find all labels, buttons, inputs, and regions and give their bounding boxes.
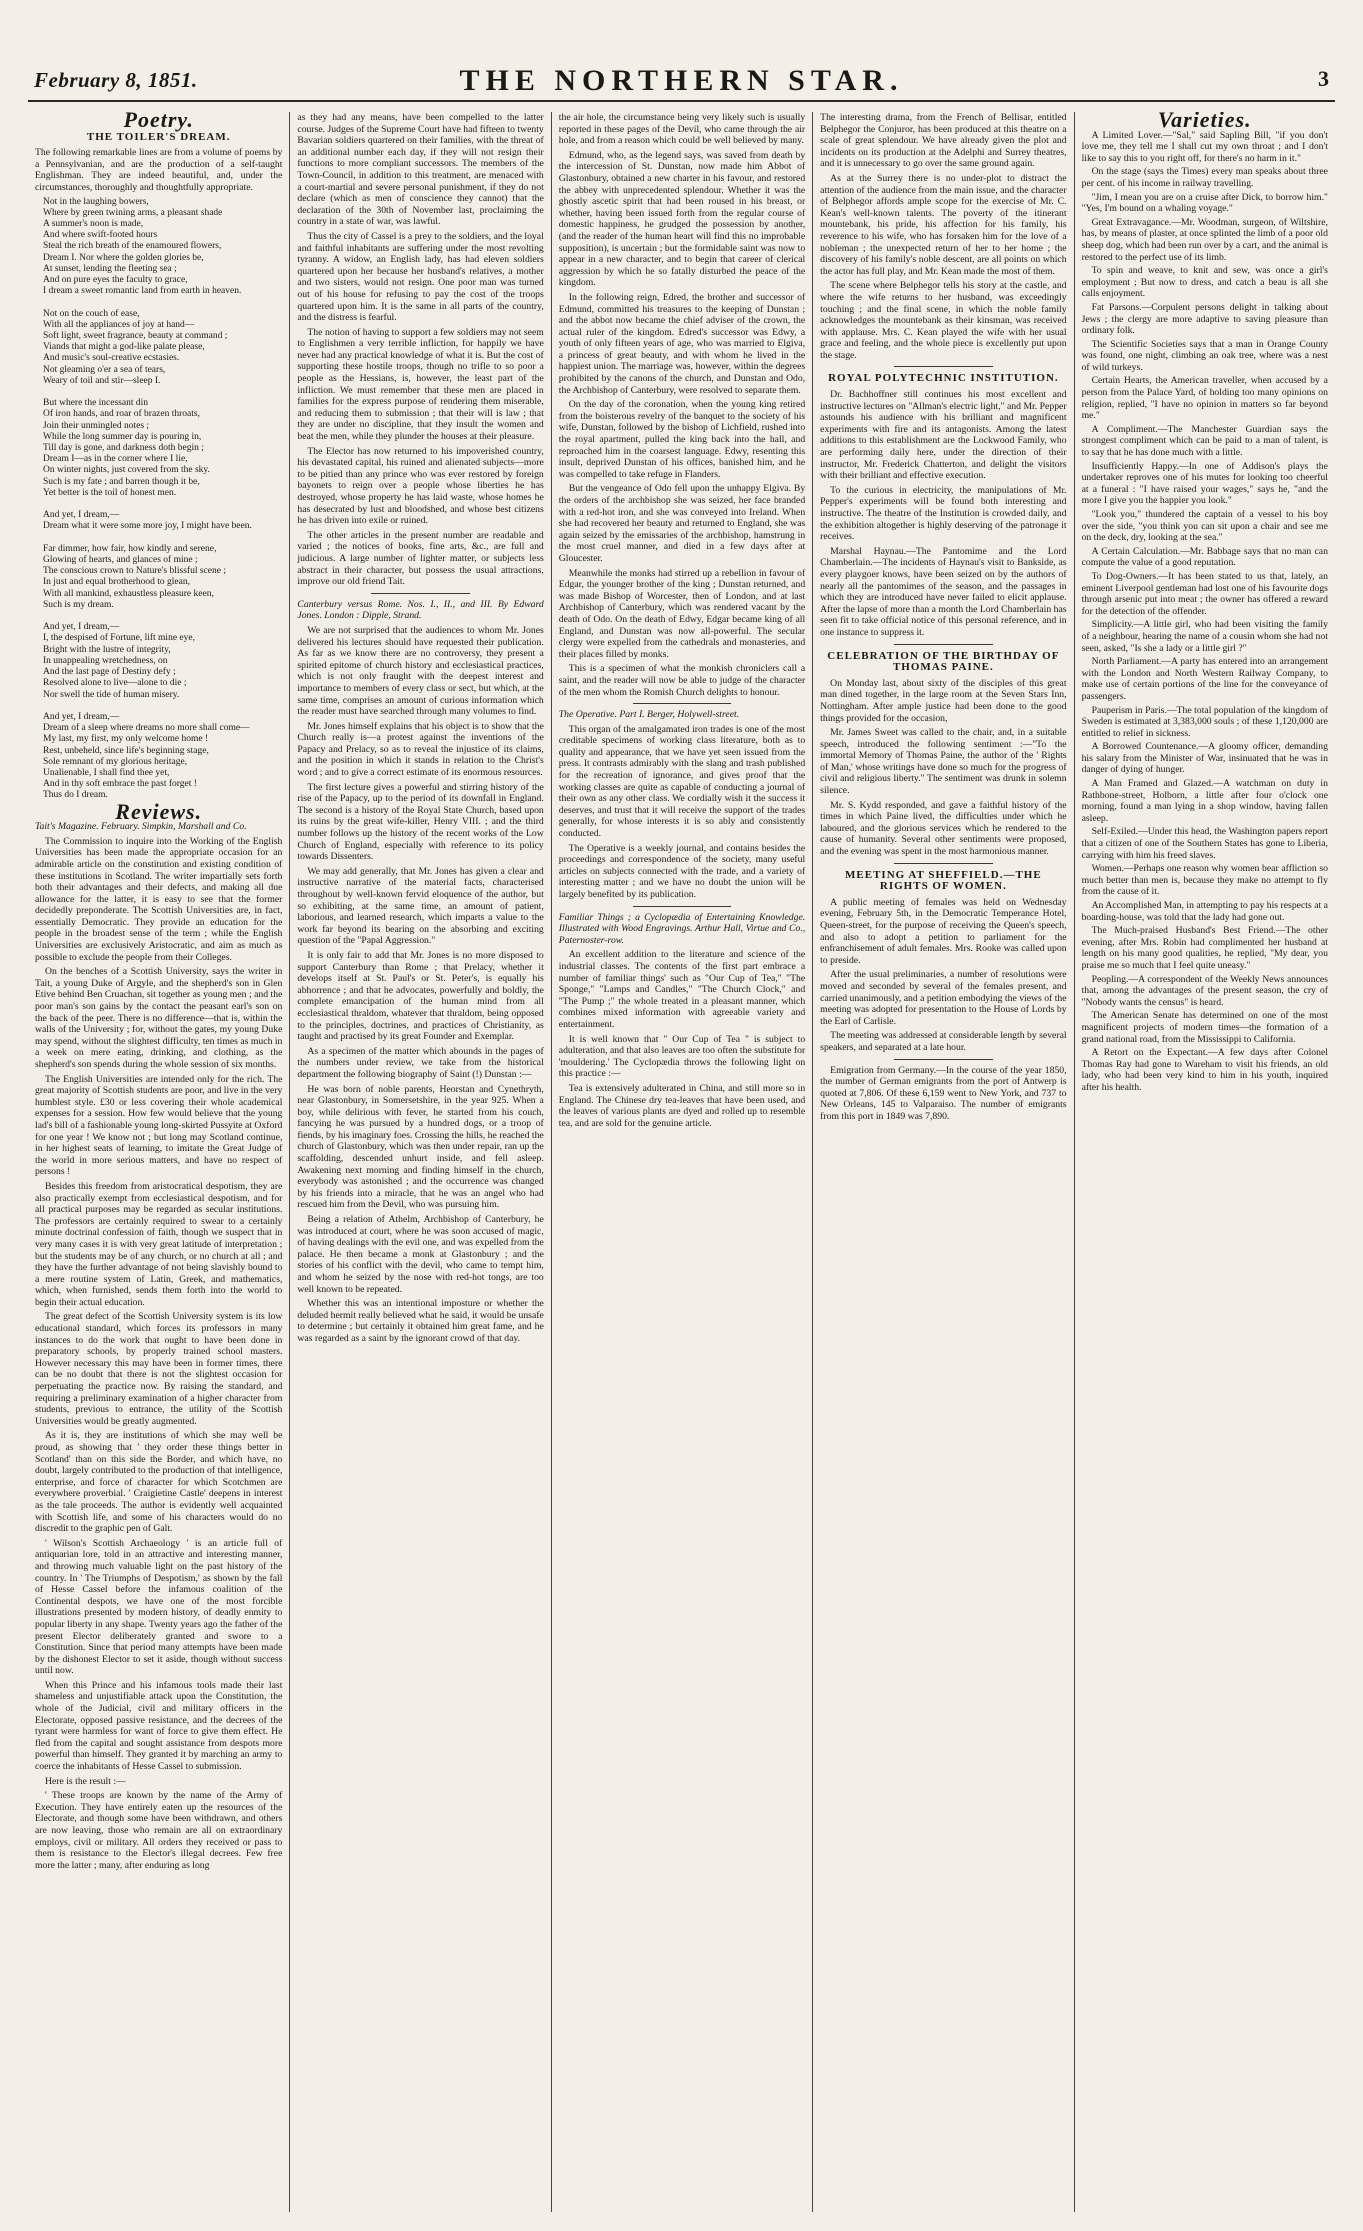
column-3 (551, 112, 812, 2212)
list-item: Certain Hearts, the American traveller, when accused by a person from the Palace Yard, of holding too many opinions on religion, replied, "I have no opinion in matters so far beyond me." (1081, 375, 1328, 422)
paragraph: The great defect of the Scottish University system is its low educational standard, which forces its professors in many instances to do the work that ought to have been done in preparatory schools, by properly trained school masters. However necessary this may have been in former times, there can be no doubt that there is not the slightest occasion for perpetuating the practice now. By raising the standard, and requiring a preliminary examination of a higher character from students, previous to entrance, the utility of the Scottish Universities would be greatly augmented. (35, 1311, 283, 1427)
paragraph: The English Universities are intended only for the rich. The great majority of Scottish students are poor, and live in the very humblest style. £30 or less covering their whole academical expenses for a session. How few would believe that the young lad's bill of a fashionable young long-skirted Pussyite at Oxford for one year ! We know not ; but long may Scotland continue, in her highest seats of learning, to imitate the Great Judge of the world in more serious matters, and have no respect of persons ! (35, 1073, 283, 1178)
paragraph: An excellent addition to the literature and science of the industrial classes. The contents of the first part embrace a number of familiar things' such as "Our Cup of Tea," "The Sponge," "Lamps and Candles," "The Church Clock," and "The Pump ;" the whole treated in a pleasant manner, which combines mixed information with agreeable variety and entertainment. (558, 949, 806, 1030)
column-1 (28, 112, 289, 2212)
list-item: Fat Parsons.—Corpulent persons delight in talking about Jews ; the clergy are more adaptive to saving pleasure than ordinary folk. (1081, 301, 1328, 337)
varieties-list (1082, 130, 1328, 1094)
article-heading: MEETING AT SHEFFIELD.—THE RIGHTS OF WOMEN. (845, 868, 1042, 893)
list-item: "Jim, I mean you are on a cruise after Dick, to borrow him." "Yes, I'm bound on a whaling voyage." (1081, 191, 1328, 215)
paragraph: Besides this freedom from aristocratical despotism, they are also practically exempt from ecclesiastical despotism, and for all practical purposes may be regarded as secular institutions. The professors are certainly required to swear to a certainly minute doctrinal confession of faith, though we suspect that in very many cases it is with very great latitude of interpretation ; but the students may be of any church, or no church at all ; and they have the further advantage of not being slavishly bound to a mere routine system of Latin, Greek, and mathematics, which, when furnished, sends them forth into the world to begin their actual education. (35, 1180, 283, 1308)
list-item: A Retort on the Expectant.—A few days after Colonel Thomas Ray had gone to Wareham to visit his friends, an old lady, who had been very kind to him in his youth, inquired after his health. (1081, 1047, 1328, 1093)
paragraph: It is well known that " Our Cup of Tea " is subject to adulteration, and that also leaves are too often the substitute for 'mouldering.' The Cyclopædia throws the following light on this practice :— (558, 1033, 806, 1080)
paragraph: After the usual preliminaries, a number of resolutions were moved and seconded by several of the females present, and carried unanimously, and a petition embodying the views of the meeting was adopted for presentation to the House of Lords by the Earl of Carlisle. (820, 969, 1067, 1027)
paragraph: But the vengeance of Odo fell upon the unhappy Elgiva. By the orders of the archbishop she was seized, her face branded with a red-hot iron, and she was conveyed into Ireland. When she had recovered her beauty and returned to England, she was again seized by the emissaries of the archbishop, hamstrung in the most cruel manner, and died in a few days after at Gloucester. (558, 483, 806, 564)
columns (28, 112, 1335, 2212)
paragraph: The Elector has now returned to his impoverished country, his devastated capital, his ruined and alienated subjects—more to be pitied than any prince who was ever restored by foreign bayonets to reign over a people whose liberties he has destroyed, whose property he has laid waste, whose homes he has desecrated by lust and bloodshed, and whose best citizens he has driven into exile or ruined. (297, 445, 544, 527)
review-title: Tait's Magazine. February. Simpkin, Marshall and Co. (35, 821, 247, 833)
paragraph: This is a specimen of what the monkish chroniclers call a saint, and the reader will now be able to judge of the character of the men whom the Romish Church delights to honour. (558, 663, 806, 698)
paragraph: Mr. James Sweet was called to the chair, and, in a suitable speech, introduced the following sentiment :—"To the immortal Memory of Thomas Paine, the author of the ' Rights of Man,' whose writings have done so much for the progress of civil and religious liberty." The sentiment was drunk in solemn silence. (820, 727, 1067, 797)
masthead-rule (28, 100, 1335, 102)
paragraph: Dr. Bachhoffner still continues his most excellent and instructive lectures on "Allman's electric light," and Mr. Pepper astounds his audience with his brilliant and magnificent experiments with fire and its antagonists. Among the latest additions to this establishment are the Lockwood Family, who are performing daily here, under the direction of their instructor, Mr. Frederick Chatterton, and delight the visitors with their brilliant and effective execution. (820, 389, 1067, 482)
review-title: The Operative. Part I. Berger, Holywell-street. (558, 709, 740, 721)
divider (633, 906, 732, 907)
paragraph: Marshal Haynau.—The Pantomime and the Lord Chamberlain.—The incidents of Haynau's visit to Bankside, as every playgoer knows, have been seized on by the authors of nearly all the pantomimes of the season, and the passages in which they are introduced have never failed to elicit applause. After the lapse of more than a month the Lord Chamberlain has seen fit to take official notice of this personal reference, and in one instance to suppress it. (820, 545, 1067, 638)
issue-date: February 8, 1851. (34, 68, 198, 92)
divider (371, 593, 470, 594)
paragraph: On the day of the coronation, when the young king retired from the boisterous revelry of the banquet to the society of his wife, Dunstan, followed by the bishop of Lichfield, rushed into the royal apartment, pulled the king back into the hall, and reproached him in the coarsest language. Edwy, resenting this insult, deprived Dunstan of his offices, banished him, and he was compelled to take refuge in Flanders. (558, 399, 806, 480)
divider (894, 644, 993, 645)
list-item: On the stage (says the Times) every man speaks about three per cent. of his income in railway travelling. (1081, 166, 1328, 189)
list-item: An Accomplished Man, in attempting to pay his respects at a boarding-house, was told that the lady had gone out. (1081, 900, 1328, 923)
paragraph: ' Wilson's Scottish Archaeology ' is an article full of antiquarian lore, told in an attractive and interesting manner, and throwing much valuable light on the past history of the country. In ' The Triumphs of Despotism,' as shown by the fall of Hesse Cassel before the infamous coalition of the Continental despots, we have one of the most forcible illustrations presented by modern history, of deadly enmity to popular liberty in any shape. Twenty years ago the father of the present Elector deliberately granted and swore to a Constitution. Since that period many attempts have been made by the dishonest Elector to set it aside, though without success until now. (35, 1537, 283, 1677)
paragraph: ' These troops are known by the name of the Army of Execution. They have entirely eaten up the resources of the Electorate, and though some have been withdrawn, and others are now leaving, those who remain are all on extraordinary employs, civil or military. All orders they received or pass to them is resistance to the Elector's illegal decrees. Few free more the latter ; many, after enduring as long (35, 1790, 283, 1871)
masthead (28, 58, 1335, 98)
paragraph: When this Prince and his infamous tools made their last shameless and unjustifiable attack upon the Constitution, the whole of the Judicial, civil and military officers in the Electorate, opposed passive resistance, and the decrees of the tyrant were harmless for want of force to give them effect. He fled from the capital and sought assistance from despots more powerful than himself. They granted it by marching an army to coerce the inhabitants of Hesse Cassel to submission. (35, 1679, 283, 1773)
paragraph: To the curious in electricity, the manipulations of Mr. Pepper's experiments will be found both interesting and instructive. The theatre of the Institution is crowded daily, and the exhibition altogether is highly deserving of the patronage it receives. (820, 484, 1067, 543)
page-number: 3 (1318, 66, 1329, 91)
paragraph: Mr. Jones himself explains that his object is to show that the Church really is—a protest against the inventions of the Papacy and Prelacy, so as to reveal the injustice of its claims, and the position in which it stands in relation to the Christ's word ; and to give a correct estimate of its enormous resources. (297, 720, 544, 779)
list-item: Great Extravagance.—Mr. Woodman, surgeon, of Wiltshire, has, by means of plaster, at once splinted the limb of a poor old sheep dog, which had been run over by a cart, and the animal is restored to the perfect use of its limb. (1081, 216, 1328, 263)
column-4 (812, 112, 1073, 2212)
review-body (35, 836, 282, 1872)
list-item: A Man Framed and Glazed.—A watchman on duty in Rathbone-street, Holborn, a little after four o'clock one morning, found a man lying in a shop window, having fallen asleep. (1081, 778, 1328, 824)
section-heading-varieties: Varieties. (1157, 112, 1252, 132)
paragraph: Emigration from Germany.—In the course of the year 1850, the number of German emigrants from the port of Antwerp is quoted at 7,806. Of these 6,159 went to New York, and 737 to New Orleans, 145 to Valparaiso. The number of emigrants from this port in 1849 was 7,890. (820, 1064, 1067, 1122)
paragraph: This organ of the amalgamated iron trades is one of the most creditable specimens of working class literature, both as to quality and appearance, that we have yet seen issued from the press. It contrasts admirably with the slang and trash published for the recreation of ignorance, and gives proof that the working classes are quite as capable of conducting a journal of their own as any other class. We cordially wish it the success it deserves, and trust that it will receive the support of the trades generally, for whose interests it is so ably and consistently conducted. (558, 723, 806, 840)
paragraph: He was born of noble parents, Heorstan and Cynethryth, near Glastonbury, in Somersetshire, in the year 925. When a boy, while delirious with fever, he started from his couch, fancying he was pursued by a hundred dogs, or a troop of fiends, by his imaginary foes. Crossing the hills, he reached the church of Glastonbury, which was then under repair, ran up the scaffolding, descended unhurt inside, and fell asleep. Awakening next morning and finding himself in the church, everybody was astonished ; and the occurrence was changed by his friends into a miracle, that he was an angel who had rescued him from the Devil, who was pursuing him. (297, 1083, 544, 1211)
review-title: Canterbury versus Rome. Nos. I., II., and III. By Edward Jones. London : Dipple, Strand. (297, 598, 544, 622)
poem-body: Not in the laughing bowers, Where by green twining arms, a pleasant shade A summer's noon is made, And where swift-footed hours Steal the rich breath of the enamoured flowers, Dream I. Nor where the golden glories be, At sunset, lending the fleeting sea ; And on pure eyes the faculty to grace, I dream a sweet romantic land from earth in heaven. Not on the couch of ease, With all the appliances of joy at hand— Soft light, sweet fragrance, beauty at command ; Viands that might a god-like palate please, And music's soul-creative ecstasies. Not gleaming o'er a sea of tears, Weary of toil and stir—sleep I. But where the incessant din Of iron hands, and roar of brazen throats, Join their unmingled notes ; While the long summer day is pouring in, Till day is gone, and darkness doth begin ; Dream I—as in the corner where I lie, On winter nights, just covered from the sky. Such is my fate ; and barren though it be, Yet better is the toil of honest men. And yet, I dream,— Dream what it were some more joy, I might have been. Far dimmer, how fair, how kindly and serene, Glowing of hearts, and glances of mine ; The conscious crown to Nature's blissful scene ; In just and equal brotherhood to glean, With all mankind, exhaustless pleasure keen, Such is my dream. And yet, I dream,— I, the despised of Fortune, lift mine eye, Bright with the lustre of integrity, In unappealing wretchedness, on And the last page of Destiny defy ; Resolved alone to live—alone to die ; Nor swell the tide of human misery. And yet, I dream,— Dream of a sleep where dreams no more shall come— My last, my first, my only welcome home ! Rest, unbeheld, since life's beginning stage, Sole remnant of my glorious heritage, Unalienable, I shall find thee yet, And in thy soft embrace the past forget ! Thus do I dream. (43, 196, 252, 801)
list-item: Simplicity.—A little girl, who had been visiting the family of a neighbour, hearing the name of a cousin whom she had not seen, asked, "Is she a lady or a little girl ?" (1081, 619, 1328, 654)
list-item: A Limited Lover.—"Sal," said Sapling Bill, "if you don't love me, they tell me I shall cut my own throat ; and I don't like to say this to you right off, for there's no harm in it." (1081, 129, 1328, 164)
paragraph: Meanwhile the monks had stirred up a rebellion in favour of Edgar, the younger brother of the king ; Dunstan returned, and was made Bishop of Worcester, then of London, and at last Archbishop of Canterbury, which was rendered vacant by the death of Odo. On the death of Edwy, Edgar became king of all England, and Dunstan was now all-powerful. The secular clergy were expelled from the cathedrals and monasteries, and their places filled by monks. (558, 567, 806, 660)
paragraph: Edmund, who, as the legend says, was saved from death by the intercession of St. Dunstan, now made him Abbot of Glastonbury, obtained a new charter in his favour, and restored the abbey with unprecedented splendour. Whether it was the ghostly ascetic spirit that had been roused in his breast, or whether, having been issued forth from the regular course of domestic happiness, he grudged the possession by another, (and the reader of the human heart will find this no improbable supposition), is uncertain ; but the formidable saint was now to appear in a new character, and to begin that career of clerical aggression by which he so fatally disturbed the peace of the kingdom. (558, 149, 806, 289)
paragraph: The Operative is a weekly journal, and contains besides the proceedings and correspondence of the society, many useful articles on subjects connected with the trade, and a variety of interesting matter ; and we have no doubt the union will be largely benefited by its publication. (558, 842, 806, 900)
list-item: A Certain Calculation.—Mr. Babbage says that no man can compute the value of a good reputation. (1081, 545, 1328, 569)
paragraph: We may add generally, that Mr. Jones has given a clear and instructive narrative of the material facts, characterised throughout by well-known fervid eloquence of the author, but so exhibiting, at the same time, an amount of patient, laborious, and learned research, which imparts a value to the work far beyond its bearing on the absorbing and exciting question of the "Papal Aggression." (297, 865, 544, 947)
column-2 (289, 112, 550, 2212)
list-item: The Much-praised Husband's Best Friend.—The other evening, after Mrs. Robin had complimented her husband at length on his many good qualities, he replied, "My dear, you praise me so much that I feel quite uneasy." (1081, 925, 1328, 971)
list-item: Women.—Perhaps one reason why women bear affliction so much better than men is, because they make no attempt to fly from the cause of it. (1081, 863, 1328, 898)
list-item: The Scientific Societies says that a man in Orange County was found, one night, climbing an oak tree, where was a nest of wild turkeys. (1081, 338, 1328, 373)
article-heading: CELEBRATION OF THE BIRTHDAY OF THOMAS PAINE. (827, 649, 1060, 674)
paragraph: The interesting drama, from the French of Bellisar, entitled Belphegor the Conjuror, has been produced at this theatre on a scale of great splendour. We have already given the plot and incidents on its production at the Adelphi and Surrey theatres, and it is unnecessary to go over the same ground again. (820, 112, 1067, 170)
paragraph: As it is, they are institutions of which she may well be proud, as showing that ' they order these things better in Scotland' than on this side the Border, and which have, no doubt, largely contributed to the production of that intelligence, enterprise, and force of character for which Scotchmen are everywhere proverbial. ' Craigietine Castle' deepens in interest as the tale proceeds. The author is evidently well acquainted with Scottish life, and some of his characters would do no discredit to the graphic pen of Galt. (35, 1430, 283, 1535)
divider (894, 366, 993, 367)
section-heading-poetry: Poetry. (123, 112, 194, 132)
paragraph: As a specimen of the matter which abounds in the pages of the numbers under review, we take from the historical department the following biography of Saint (!) Dunstan :— (297, 1045, 544, 1080)
poem-intro: The following remarkable lines are from a volume of poems by a Pennsylvanian, and are the production of a self-taught Englishman. They are indeed beautiful, and, under the circumstances, thoroughly and thoughtfully appropriate. (35, 147, 283, 193)
list-item: To spin and weave, to knit and sew, was once a girl's employment ; But now to dress, and catch a beau is all she calls enjoyment. (1081, 265, 1328, 300)
newspaper-title: THE NORTHERN STAR. (459, 64, 904, 97)
paragraph: Here is the result :— (45, 1775, 126, 1787)
column-5 (1074, 112, 1335, 2212)
review-title: Familiar Things ; a Cyclopædia of Entertaining Knowledge. Illustrated with Wood Engravings. Arthur Hall, Virtue and Co., Paternoster-row. (558, 911, 806, 946)
list-item: Self-Exiled.—Under this head, the Washington papers report that a citizen of one of the Southern States has gone to Liberia, carrying with him his freed slaves. (1081, 826, 1328, 861)
paragraph: It is only fair to add that Mr. Jones is no more disposed to support Canterbury than Rome ; that Prelacy, whether it develops itself at St. Paul's or St. Peter's, is equally his abhorrence ; and that he advocates, powerfully and boldly, the complete emancipation of the human mind from all ecclesiastical thraldom, whatever that thraldom, being opposed to the principles, doctrines, and practices of Christianity, as taught and practised by its great Founder and Exemplar. (297, 949, 544, 1043)
list-item: "Look you," thundered the captain of a vessel to his boy over the side, "you think you can sit upon a chair and see me on the deck, dry, looking at the sea." (1081, 509, 1328, 544)
paragraph: A public meeting of females was held on Wednesday evening, February 5th, in the Democratic Temperance Hotel, Queen-street, for the purpose of receiving the Queen's speech, and also to adopt a petition to parliament for the enfranchisement of adult females. Mrs. Rooke was called upon to preside. (820, 896, 1067, 966)
list-item: A Borrowed Countenance.—A gloomy officer, demanding his salary from the Minister of War, insinuated that he was in danger of dying of hunger. (1081, 741, 1328, 776)
list-item: To Dog-Owners.—It has been stated to us that, lately, an eminent Liverpool gentleman had lost one of his favourite dogs through arsenic put into meat ; the owner has offered a reward for the detection of the offender. (1081, 570, 1328, 617)
list-item: North Parliament.—A party has entered into an arrangement with the London and North Western Railway Company, to make use of certain portions of the line for the conveyance of passengers. (1081, 656, 1328, 702)
divider (894, 863, 993, 864)
divider (633, 703, 732, 704)
paragraph: Whether this was an intentional imposture or whether the deluded hermit really believed what he said, it would be unsafe to determine ; but certainly it obtained him great fame, and he was regarded as a saint by the ignorant crowd of that day. (297, 1298, 544, 1344)
paragraph: The scene where Belphegor tells his story at the castle, and where the wife returns to her husband, was exceedingly touching ; and the final scene, in which the noble family acknowledges the mountebank as their kinsman, was received with applause. Mrs. C. Kean played the wife with her usual grace and feeling, and the whole piece is excellently put upon the stage. (820, 280, 1067, 361)
paragraph: The other articles in the present number are readable and varied ; the notices of books, fine arts, &c., are full and judicious. A large number of lighter matter, or subjects less abstract in their character, but possess the usual attractions, improve our old friend Tait. (297, 529, 544, 588)
paragraph: Being a relation of Athelm, Archbishop of Canterbury, he was introduced at court, where he was soon accused of magic, of having dealings with the evil one, and was expelled from the palace. He then became a monk at Glastonbury ; and the stories of his conflict with the devil, who came to tempt him, and whom he seized by the nose with red-hot tongs, are too well known to be repeated. (297, 1214, 544, 1295)
paragraph: The notion of having to support a few soldiers may not seem to Englishmen a very terrible infliction, for happily we have never had any practical knowledge of what it is. But the cost of supporting these hostile troops, though no trifle to so poor a people as the Hessians, is, however, the least part of the infliction. We must remember that these men are placed in families for the express purpose of rendering them miserable, and reducing them to submission ; that their will is law ; that they are under no discipline, that they insult the women and beat the men, while they plunder the houses at their pleasure. (297, 326, 544, 443)
list-item: Insufficiently Happy.—In one of Addison's plays the undertaker reproves one of his mutes for looking too cheerful at a funeral : "I have raised your wages," says he, "and the more I give you the happier you look." (1081, 460, 1328, 507)
paragraph: The Commission to inquire into the Working of the English Universities has been made the appropriate occasion for an admirable article on the constitution and existing condition of these institutions in Scotland. The writer impartially sets forth both their advantages and their defects, and making all due allowance for the latter, it is easy to see that the former decidedly preponderate. The Scottish Universities are, in fact, essentially Democratic. They provide an education for the people in the broadest sense of the term ; while the English Universities are exclusively Aristocratic, and aim as much as possible to exclude the people from their Colleges. (35, 835, 283, 963)
section-heading-reviews: Reviews. (115, 798, 203, 824)
paragraph: We are not surprised that the audiences to whom Mr. Jones delivered his lectures should have requested their publication. As far as we know there are no controversy, they present a spirited epitome of church history and ecclesiastical practices, which is not only fraught with the deepest interest and importance to members of every class or sect, but which, at the same time, comprises an amount of curious information which the reader must have searched through many volumes to find. (297, 624, 544, 718)
paragraph: On the benches of a Scottish University, says the writer in Tait, a young Duke of Argyle, and the shepherd's son in Glen Etive behind Ben Cruachan, sit together as young men ; and the poor man's son gains by the contact the peasant earl's son on the back of the peer. There is no difference—that is, within the walls of the University ; for, without the gates, my young Duke may spend, without the slightest difficulty, ten times as much in a week on mere eating, drinking, and clothing, as the shepherd's son spends during the whole session of six months. (35, 966, 283, 1070)
paragraph: Thus the city of Cassel is a prey to the soldiers, and the loyal and faithful inhabitants are suffering under the most revolting tyranny. A widow, an English lady, has had eleven soldiers quartered upon her because her husband's relatives, a mother and two sisters, would not resign. One poor man was turned out of his house for refusing to pay the cost of the troops quartered upon him. It is the same in all parts of the country, and the distress is fearful. (297, 230, 544, 324)
paragraph: Mr. S. Kydd responded, and gave a faithful history of the times in which Paine lived, the difficulties under which he laboured, and the glorious services which he rendered to the cause of humanity. Several other sentiments were proposed, and the evening was spent in the most harmonious manner. (820, 799, 1067, 858)
paragraph: as they had any means, have been compelled to the latter course. Judges of the Supreme Court have had fifteen to twenty Bavarian soldiers quartered on their families, with the threat of an additional number each day, if they will not resign their functions to more compliant successors. The members of the Town-Council, in addition to this treatment, are menaced with a court-martial and severe personal punishment, if they do not declare (which as men of conscience they cannot) that the declaration of the 30th of November last, proclaiming the country in a state of war, was lawful. (297, 112, 544, 228)
divider (894, 1059, 993, 1060)
poem-title: THE TOILER'S DREAM. (86, 130, 231, 143)
list-item: Peopling.—A correspondent of the Weekly News announces that, among the advantages of the present season, the cry of "Nobody wants the census" is heard. (1081, 973, 1328, 1008)
list-item: Pauperism in Paris.—The total population of the kingdom of Sweden is estimated at 3,383,000 souls ; of these 1,120,000 are entitled to relief in sickness. (1081, 704, 1328, 739)
article-heading: ROYAL POLYTECHNIC INSTITUTION. (828, 372, 1059, 385)
paragraph: the air hole, the circumstance being very likely such is usually reported in these pages of the Devil, who came through the air hole, and from a reason which could be well believed by many. (558, 112, 806, 147)
paragraph: The first lecture gives a powerful and stirring history of the rise of the Papacy, up to the period of its downfall in England. The second is a history of the Royal State Church, based upon its ruins by the great wife-killer, Henry VIII. ; and the third number follows up the history of the recent works of the Low Church of England, especially with reference to its policy towards Dissenters. (297, 781, 544, 863)
paragraph: As at the Surrey there is no under-plot to distract the attention of the audience from the main issue, and the character of Belphegor affords ample scope for the exercise of Mr. C. Kean's well-known talents. The poverty of the itinerant mountebank, his pride, his affection for his family, his reverence to his wife, who has forsaken him for the love of a nobleman ; the unexpected return of her to her home ; the discovery of his family's noble descent, are all points on which the actor has full play, and Mr. Kean made the most of them. (820, 172, 1067, 277)
paragraph: In the following reign, Edred, the brother and successor of Edmund, committed his treasures to the keeping of Dunstan ; and the abbot now became the chief adviser of the crown, the actual ruler of the kingdom. Edred's successor was Edwy, a youth of only fifteen years of age, who was married to Elgiva, a princess of great beauty, and with whom he lived in the happiest union. The marriage was, however, within the degrees prohibited by the canons of the church, and Dunstan and Odo, the Archbishop of Canterbury, were resolved to separate them. (558, 291, 806, 396)
paragraph: Tea is extensively adulterated in China, and still more so in England. The Chinese dry tea-leaves that have been used, and the leaves of various plants are dyed and rolled up to resemble tea, and are sold for the genuine article. (558, 1082, 806, 1129)
paragraph: On Monday last, about sixty of the disciples of this great man dined together, in the large room at the Seven Stars Inn, Nottingham. After ample justice had been done to the good things provided for the occasion, (820, 677, 1067, 724)
list-item: The American Senate has determined on one of the most magnificent projects of modern times—the formation of a grand national road, from the Mississippi to California. (1081, 1010, 1328, 1045)
paragraph: The meeting was addressed at considerable length by several speakers, and separated at a late hour. (820, 1030, 1067, 1053)
list-item: A Compliment.—The Manchester Guardian says the strongest compliment which can be paid to a man of talent, is to say that he has done much with a little. (1081, 423, 1328, 459)
